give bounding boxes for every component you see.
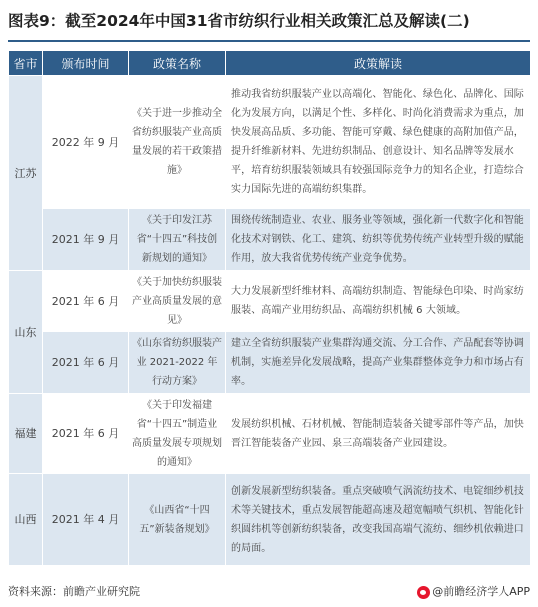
policy-name-cell: 《关于加快纺织服装产业高质量发展的意见》: [129, 271, 226, 332]
policy-table: [8, 50, 531, 566]
header-date: 颁布时间: [43, 51, 129, 76]
date-cell: 2021 年 9 月: [43, 209, 129, 271]
policy-desc-cell: 创新发展新型纺织装备。重点突破喷气涡流纺技术、电锭细纱机技术等关键技术，重点发展智能超高速及超宽幅喷气织机、智能化针织圆纬机等创新纺织装备，改变我国高端气流纺、细纱机依赖进口的局面。: [226, 474, 531, 566]
footer: [8, 583, 530, 601]
weibo-icon: [417, 586, 430, 599]
province-cell: 江苏: [9, 76, 43, 271]
policy-name-cell: 《山西省“十四五”新装备规划》: [129, 474, 226, 566]
policy-name-cell: 《关于印发江苏省“十四五”科技创新规划的通知》: [129, 209, 226, 271]
province-cell: 福建: [9, 394, 43, 474]
table-row: [9, 271, 531, 332]
header-province: 省市: [9, 51, 43, 76]
policy-desc-cell: 发展纺织机械、石材机械、智能制造装备关键零部件等产品，加快晋江智能装备产业园、泉三高端装备产业园建设。: [226, 394, 531, 474]
policy-desc-cell: 大力发展新型纤维材料、高端纺织制造、智能绿色印染、时尚家纺服装、高端产业用纺织品、高端纺织机械 6 大领域。: [226, 271, 531, 332]
policy-desc-cell: 建立全省纺织服装产业集群沟通交流、分工合作、产品配套等协调机制，实施差异化发展战略，提高产业集群整体竞争力和市场占有率。: [226, 332, 531, 394]
policy-name-cell: 《山东省纺织服装产业 2021-2022 年行动方案》: [129, 332, 226, 394]
table-row: [9, 394, 531, 474]
table-row: [9, 76, 531, 209]
province-cell: 山东: [9, 271, 43, 394]
header-policy-name: 政策名称: [129, 51, 226, 76]
date-cell: 2022 年 9 月: [43, 76, 129, 209]
source-note: 资料来源：前瞻产业研究院: [8, 585, 140, 598]
credit: [417, 583, 530, 601]
table-row: [9, 332, 531, 394]
header-policy-interpretation: 政策解读: [226, 51, 531, 76]
table-row: [9, 209, 531, 271]
date-cell: 2021 年 6 月: [43, 271, 129, 332]
title-divider: [8, 40, 530, 42]
date-cell: 2021 年 4 月: [43, 474, 129, 566]
policy-desc-cell: 推动我省纺织服装产业以高端化、智能化、绿色化、品牌化、国际化为发展方向，以满足个性、多样化、时尚化消费需求为重点，加快发展高品质、多功能、智能可穿戴、绿色健康的高附加值产品，提升纤维新材料、先进纺织制品、创意设计、知名品牌等发展水平，培育纺织服装领域具有较强国际竞争力的知名企业，打造综合实力国际先进的高端纺织集群。: [226, 76, 531, 209]
table-row: [9, 474, 531, 566]
table-header-row: [9, 51, 531, 76]
province-cell: 山西: [9, 474, 43, 566]
policy-name-cell: 《关于印发福建省“十四五”制造业高质量发展专项规划的通知》: [129, 394, 226, 474]
policy-name-cell: 《关于进一步推动全省纺织服装产业高质量发展的若干政策措施》: [129, 76, 226, 209]
credit-text: @前瞻经济学人APP: [432, 585, 530, 598]
policy-desc-cell: 围绕传统制造业、农业、服务业等领域，强化新一代数字化和智能化技术对钢铁、化工、建筑、纺织等优势传统产业转型升级的赋能作用，放大我省优势传统产业竞争优势。: [226, 209, 531, 271]
chart-title: 图表9：截至2024年中国31省市纺织行业相关政策汇总及解读(二): [8, 12, 470, 30]
date-cell: 2021 年 6 月: [43, 394, 129, 474]
date-cell: 2021 年 6 月: [43, 332, 129, 394]
